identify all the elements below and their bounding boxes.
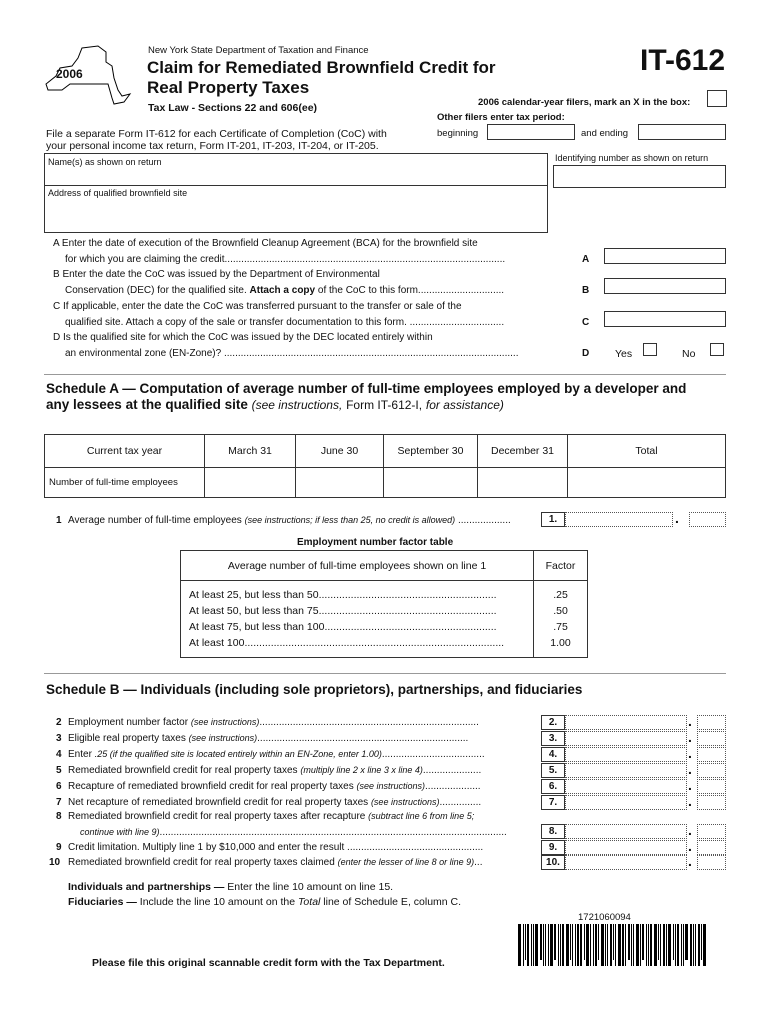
barcode-bar (560, 924, 561, 966)
barcode-bar (584, 924, 585, 960)
schedule-b-divider (44, 673, 726, 674)
question-b-line1: B Enter the date the CoC was issued by the Department of Environmental (53, 269, 380, 280)
barcode-bar (701, 924, 702, 960)
question-b-text-a: Conservation (DEC) for the qualified site. (65, 285, 247, 296)
barcode-bar (572, 924, 573, 966)
line8-decimal-field[interactable] (697, 824, 726, 839)
line1-box: 1. (541, 512, 565, 527)
line3-decimal: . (688, 729, 692, 745)
barcode-bar (675, 924, 676, 966)
line10-text: Remediated brownfield credit for real property taxes claimed (68, 857, 335, 868)
instruction-line2: your personal income tax return, Form IT-201, IT-203, IT-204, or IT-205. (46, 140, 379, 152)
line7-text: Net recapture of remediated brownfield credit for real property taxes (68, 797, 369, 808)
factor-value-3: .75 (553, 621, 568, 633)
barcode-bar (518, 924, 521, 966)
line5-row (68, 765, 538, 776)
barcode-bar (658, 924, 659, 960)
calendar-year-label: 2006 calendar-year filers, mark an X in the box: (478, 97, 691, 108)
line6-note: (see instructions) (356, 781, 426, 791)
other-filers-label: Other filers enter tax period: (437, 112, 565, 123)
address-label: Address of qualified brownfield site (48, 188, 188, 198)
line2-decimal-field[interactable] (697, 715, 726, 730)
line6-text: Recapture of remediated brownfield credit for real property taxes (68, 781, 354, 792)
schedule-a-divider (44, 374, 726, 375)
barcode-bar (613, 924, 614, 960)
line5-box: 5. (541, 763, 565, 778)
line1-note: (see instructions; if less than 25, no credit is allowed) (244, 515, 456, 525)
line3-decimal-field[interactable] (697, 731, 726, 746)
cell-december-31[interactable] (478, 468, 568, 498)
question-b-letter: B (582, 285, 590, 296)
line9-decimal-field[interactable] (697, 840, 726, 855)
barcode-bar (668, 924, 671, 966)
barcode-bar (610, 924, 612, 966)
question-a-letter: A (582, 254, 590, 265)
line6-decimal: . (688, 777, 692, 793)
barcode-bar (580, 924, 582, 966)
barcode-bar (554, 924, 556, 960)
barcode-bar (577, 924, 579, 966)
barcode-bar (663, 924, 665, 966)
line5-num: 5 (56, 765, 62, 776)
line3-amount[interactable] (565, 731, 687, 746)
line7-dots: ............... (439, 797, 482, 808)
barcode-bar (562, 924, 564, 966)
barcode-bar (543, 924, 544, 966)
barcode-bar (636, 924, 639, 966)
factor-row-1-label: At least 25, but less than 50 (189, 589, 319, 601)
line7-decimal-field[interactable] (697, 795, 726, 810)
line4-text: Enter (68, 749, 92, 760)
fiduciaries-text-a: Include the line 10 amount on the (139, 896, 296, 908)
barcode-bar (586, 924, 589, 966)
barcode-bar (622, 924, 624, 966)
line9-decimal: . (688, 838, 692, 854)
line3-num: 3 (56, 733, 62, 744)
barcode-bar (646, 924, 647, 966)
barcode-bar (615, 924, 616, 966)
period-ending-field[interactable] (638, 124, 726, 140)
line7-row (68, 797, 538, 808)
cell-june-30[interactable] (296, 468, 384, 498)
factor-row-3-label: At least 75, but less than 100 (189, 621, 325, 633)
line2-num: 2 (56, 717, 62, 728)
line2-decimal: . (688, 713, 692, 729)
ending-label: and ending (581, 128, 629, 139)
tax-law-reference: Tax Law - Sections 22 and 606(ee) (148, 102, 318, 114)
line6-box: 6. (541, 779, 565, 794)
line3-text: Eligible real property taxes (68, 733, 186, 744)
line4-row (68, 749, 538, 760)
question-c-line2: qualified site. Attach a copy of the sale or transfer documentation to this form. .................................. (65, 317, 505, 328)
line6-row (68, 781, 538, 792)
factor-col-average: Average number of full-time employees shown on line 1 (181, 551, 534, 581)
factor-row-2 (189, 603, 525, 619)
line10-box: 10. (541, 855, 565, 870)
line7-decimal: . (688, 793, 692, 809)
line6-dots: .................... (425, 781, 481, 792)
barcode-bar (698, 924, 700, 966)
line8-row1 (68, 811, 474, 822)
line8-num: 8 (56, 811, 62, 822)
calendar-year-checkbox[interactable] (707, 90, 727, 107)
line8-note1: (subtract line 6 from line 5; (368, 811, 475, 821)
factor-row-3-dots: ........................................................... (324, 621, 497, 633)
line3-dots: ............................................................................ (257, 733, 469, 744)
schedule-a-title-note3: for assistance) (425, 398, 504, 412)
barcode-bar (666, 924, 667, 966)
line2-text: Employment number factor (68, 717, 189, 728)
line4-num: 4 (56, 749, 62, 760)
form-year: 2006 (56, 67, 83, 81)
factor-values-cell (534, 581, 588, 658)
schedule-a-title-line1: Schedule A — Computation of average number of full-time employees employed by a developer and (46, 381, 687, 396)
barcode-bar (631, 924, 632, 966)
individuals-label: Individuals and partnerships — (68, 881, 225, 893)
cell-september-30[interactable] (384, 468, 478, 498)
factor-row-1-dots: ............................................................. (318, 589, 497, 601)
line7-box: 7. (541, 795, 565, 810)
schedule-a-title-main: any lessees at the qualified site (46, 397, 248, 412)
factor-row-2-dots: ............................................................. (318, 605, 497, 617)
question-d-line1: D Is the qualified site for which the CoC was issued by the DEC located entirely within (53, 332, 433, 343)
factor-labels-cell (181, 581, 534, 658)
line10-dots: ... (474, 857, 483, 868)
employee-table (44, 434, 726, 498)
barcode-bar (548, 924, 549, 966)
cell-total[interactable] (568, 468, 726, 498)
line7-amount[interactable] (565, 795, 687, 810)
form-id: IT-612 (640, 44, 726, 77)
line1-text: Average number of full-time employees (68, 515, 242, 526)
line8-note2: continue with line 9) (80, 827, 160, 837)
question-b-text-c: of the CoC to this form............................... (317, 285, 505, 296)
barcode-bar (703, 924, 706, 966)
period-beginning-field[interactable] (487, 124, 575, 140)
line4-amount[interactable] (565, 747, 687, 762)
barcode-bar (628, 924, 630, 960)
file-note: Please file this original scannable credit form with the Tax Department. (92, 957, 445, 969)
col-june-30: June 30 (296, 435, 384, 468)
fiduciaries-instruction (68, 896, 461, 908)
fiduciaries-text-b: Total (297, 896, 321, 908)
question-c-letter: C (582, 317, 590, 328)
factor-table-title: Employment number factor table (297, 537, 454, 548)
line9-amount[interactable] (565, 840, 687, 855)
barcode-bar (558, 924, 559, 966)
barcode-bar (525, 924, 526, 960)
barcode-bar (690, 924, 692, 966)
col-march-31: March 31 (205, 435, 296, 468)
question-b-line2 (65, 285, 577, 296)
schedule-a-title-note1: (see instructions, (251, 398, 343, 412)
line5-text: Remediated brownfield credit for real property taxes (68, 765, 298, 776)
barcode-bar (535, 924, 538, 966)
col-current-tax-year: Current tax year (45, 435, 205, 468)
barcode-number: 1721060094 (578, 912, 631, 923)
barcode-bar (527, 924, 529, 966)
barcode-bar (654, 924, 657, 966)
col-total: Total (568, 435, 726, 468)
barcode-bar (593, 924, 594, 966)
question-a-date-field[interactable] (604, 248, 726, 264)
line8-amount[interactable] (565, 824, 687, 839)
no-checkbox[interactable] (710, 343, 724, 356)
line4-decimal-field[interactable] (697, 747, 726, 762)
question-c-line1: C If applicable, enter the date the CoC was transferred pursuant to the transfer or sale of the (53, 301, 462, 312)
line5-amount[interactable] (565, 763, 687, 778)
line9-num: 9 (56, 842, 62, 853)
line2-dots: ............................................................................... (259, 717, 479, 728)
yes-checkbox[interactable] (643, 343, 657, 356)
question-d-line2: an environmental zone (EN-Zone)? .......................................................................................................... (65, 348, 519, 359)
barcode-bar (625, 924, 626, 966)
line4-decimal: . (688, 745, 692, 761)
cell-march-31[interactable] (205, 468, 296, 498)
barcode-bar (660, 924, 661, 966)
line1-dots: ................... (457, 515, 511, 526)
barcode-bar (648, 924, 649, 966)
schedule-a-title-line2 (46, 397, 504, 412)
barcode-bar (633, 924, 634, 966)
barcode-bar (693, 924, 694, 966)
line10-note: (enter the lesser of line 8 or line 9) (337, 857, 475, 867)
question-c-date-field[interactable] (604, 311, 726, 327)
barcode-bar (575, 924, 576, 966)
fiduciaries-label: Fiduciaries — (68, 896, 137, 908)
line2-amount[interactable] (565, 715, 687, 730)
col-december-31: December 31 (478, 435, 568, 468)
line10-decimal: . (688, 853, 692, 869)
barcode-bar (533, 924, 534, 966)
line2-row (68, 717, 538, 728)
barcode-bar (673, 924, 674, 960)
line3-row (68, 733, 538, 744)
factor-row-2-label: At least 50, but less than 75 (189, 605, 319, 617)
factor-value-2: .50 (553, 605, 568, 617)
form-title-line2: Real Property Taxes (147, 78, 310, 97)
factor-row-4-label: At least 100 (189, 637, 245, 649)
factor-value-4: 1.00 (550, 637, 571, 649)
barcode-bar (642, 924, 644, 960)
line1-amount[interactable] (565, 512, 673, 527)
line10-num: 10 (49, 857, 61, 868)
barcode-bar (531, 924, 532, 966)
individuals-instruction (68, 881, 393, 893)
barcode-bar (605, 924, 606, 966)
row-label-employees: Number of full-time employees (45, 468, 205, 498)
line10-amount[interactable] (565, 855, 687, 870)
barcode-bar (570, 924, 571, 960)
barcode-bar (595, 924, 597, 966)
yes-label: Yes (615, 348, 633, 360)
line9-dots: ................................................. (347, 842, 484, 853)
form-title-line1: Claim for Remediated Brownfield Credit for (147, 58, 496, 77)
line8-text: Remediated brownfield credit for real property taxes after recapture (68, 811, 366, 822)
barcode-bar (695, 924, 696, 966)
fiduciaries-text-c: line of Schedule E, column C. (323, 896, 462, 908)
line9-row (68, 842, 538, 853)
line1-decimal-field[interactable] (689, 512, 726, 527)
barcode-bar (650, 924, 652, 966)
barcode-bar (566, 924, 569, 966)
barcode (518, 924, 726, 966)
instruction-line1: File a separate Form IT-612 for each Certificate of Completion (CoC) with (46, 128, 387, 140)
line5-decimal: . (688, 761, 692, 777)
line3-box: 3. (541, 731, 565, 746)
line9-box: 9. (541, 840, 565, 855)
barcode-bar (640, 924, 641, 966)
beginning-label: beginning (437, 128, 479, 139)
line6-amount[interactable] (565, 779, 687, 794)
line2-box: 2. (541, 715, 565, 730)
factor-row-4 (189, 635, 525, 651)
factor-table (180, 550, 588, 658)
line8-box: 8. (541, 824, 565, 839)
barcode-bar (545, 924, 546, 966)
barcode-bar (618, 924, 621, 966)
line1-decimal: . (675, 510, 679, 526)
line4-box: 4. (541, 747, 565, 762)
line8-row2 (80, 827, 538, 838)
line5-note: (multiply line 2 x line 3 x line 4) (300, 765, 423, 775)
id-number-field[interactable] (553, 165, 726, 188)
line4-note: .25 (if the qualified site is located entirely within an EN-Zone, enter 1.00) (94, 749, 382, 759)
question-d-letter: D (582, 348, 590, 359)
barcode-bar (681, 924, 682, 966)
name-label: Name(s) as shown on return (48, 157, 162, 167)
factor-row-3 (189, 619, 525, 635)
line8-dots: ............................................................................................................................. (159, 827, 507, 838)
line6-decimal-field[interactable] (697, 779, 726, 794)
barcode-bar (598, 924, 599, 960)
barcode-bar (601, 924, 604, 966)
factor-col-factor: Factor (534, 551, 588, 581)
line1-num: 1 (56, 515, 62, 526)
line5-decimal-field[interactable] (697, 763, 726, 778)
line10-decimal-field[interactable] (697, 855, 726, 870)
line7-note: (see instructions) (370, 797, 440, 807)
schedule-a-title-note2: Form IT-612-I, (346, 398, 423, 412)
question-a-line1: A Enter the date of execution of the Brownfield Cleanup Agreement (BCA) for the brownfield site (53, 238, 478, 249)
question-b-attach: Attach a copy (249, 285, 316, 296)
question-b-date-field[interactable] (604, 278, 726, 294)
barcode-bar (607, 924, 608, 966)
line6-num: 6 (56, 781, 62, 792)
new-york-state-map-icon (40, 44, 132, 114)
line10-row (68, 857, 538, 868)
factor-row-4-dots: ......................................................................................... (244, 637, 505, 649)
col-september-30: September 30 (384, 435, 478, 468)
line7-num: 7 (56, 797, 62, 808)
line5-dots: ..................... (422, 765, 482, 776)
question-a-line2: for which you are claiming the credit..................................................................................................... (65, 254, 506, 265)
individuals-text: Enter the line 10 amount on line 15. (227, 881, 394, 893)
barcode-bar (685, 924, 688, 960)
factor-value-1: .25 (553, 589, 568, 601)
line4-dots: ..................................... (381, 749, 485, 760)
line2-note: (see instructions) (190, 717, 260, 727)
agency-name: New York State Department of Taxation and Finance (148, 45, 369, 56)
barcode-bar (683, 924, 684, 966)
barcode-bar (550, 924, 553, 966)
schedule-b-title: Schedule B — Individuals (including sole proprietors), partnerships, and fiduciaries (46, 682, 583, 697)
no-label: No (682, 348, 696, 360)
line9-text: Credit limitation. Multiply line 1 by $10,000 and enter the result (68, 842, 345, 853)
line1-row (68, 515, 511, 526)
barcode-bar (590, 924, 591, 966)
barcode-bar (677, 924, 679, 966)
barcode-bar (540, 924, 542, 960)
line8-decimal: . (688, 822, 692, 838)
barcode-bar (523, 924, 524, 966)
id-number-label: Identifying number as shown on return (555, 153, 709, 163)
line3-note: (see instructions) (188, 733, 258, 743)
factor-row-1 (189, 587, 525, 603)
